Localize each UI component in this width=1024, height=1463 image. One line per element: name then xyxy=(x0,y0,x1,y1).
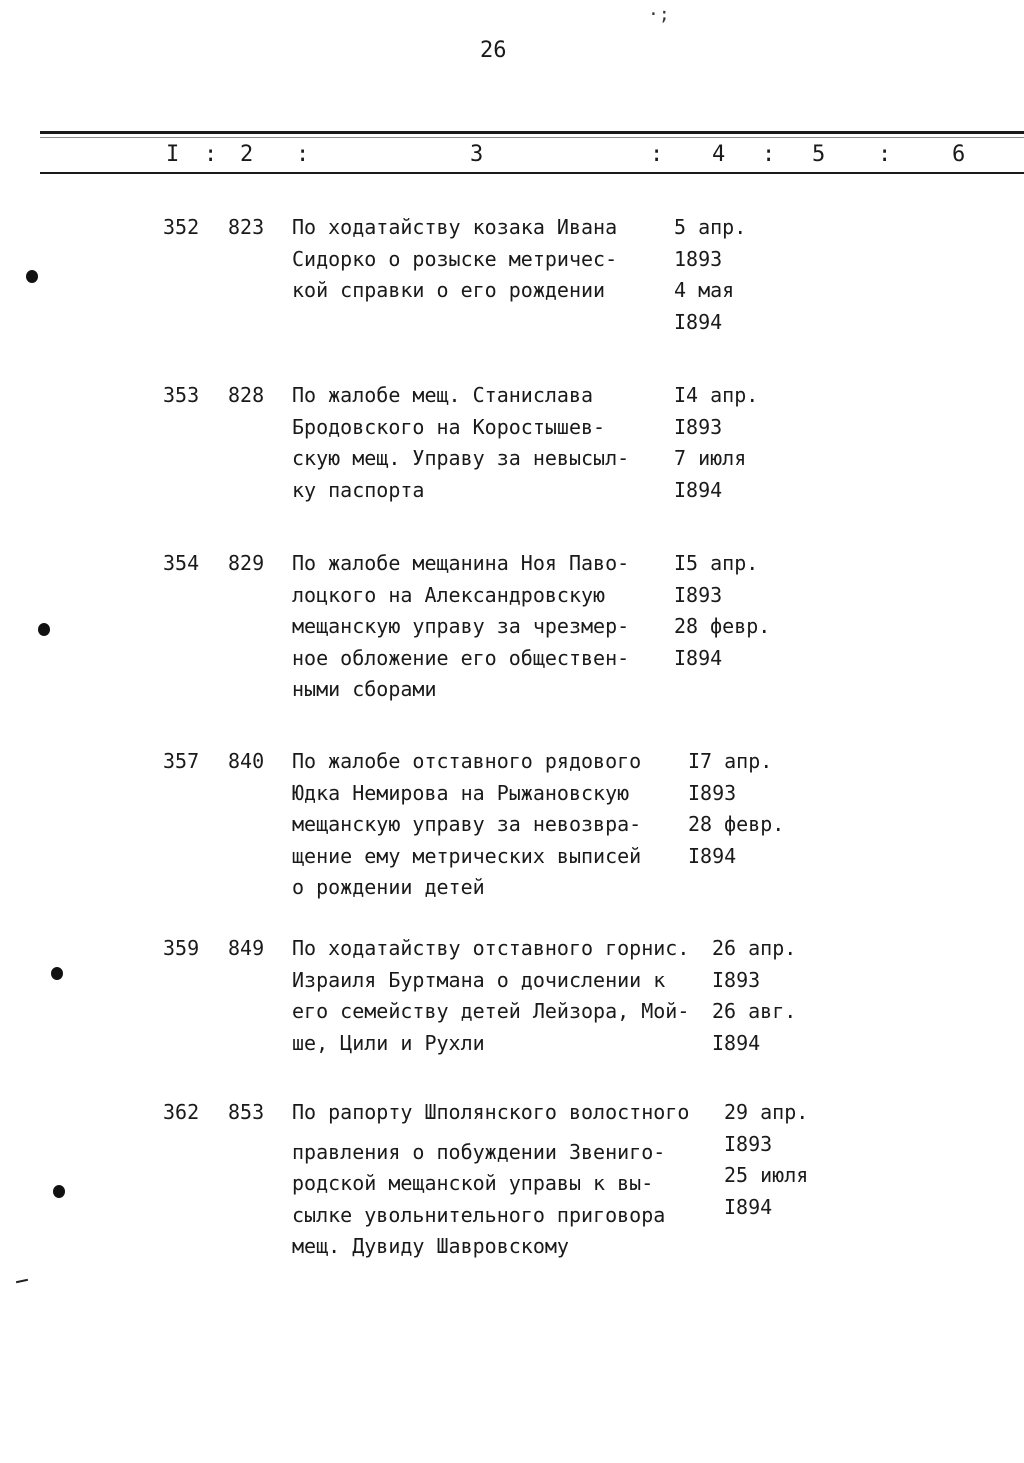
end-date: 28 февр. xyxy=(674,614,771,638)
file-number: 823 xyxy=(228,215,265,239)
record-content xyxy=(292,933,689,1059)
content-line: кой справки о его рождении xyxy=(292,278,606,302)
record-number: 353 xyxy=(163,383,200,407)
punch-hole xyxy=(51,967,63,980)
record-dates xyxy=(674,380,758,506)
end-year: I894 xyxy=(674,645,723,670)
content-line: сылке увольнительного приговора xyxy=(292,1202,666,1227)
content-line: родской мещанской управы к вы- xyxy=(292,1171,654,1195)
end-date: 4 мая xyxy=(674,278,735,302)
content-line: По жалобе мещ. Станислава xyxy=(292,383,594,407)
start-date: I4 апр. xyxy=(674,383,759,407)
content-line: мещ. Дувиду Шавровскому xyxy=(292,1234,569,1258)
record-content xyxy=(292,548,629,706)
content-line: По рапорту Шполянского волостного xyxy=(292,1100,690,1124)
start-date: 26 апр. xyxy=(712,936,797,960)
content-line: мещанскую управу за чрезмер- xyxy=(292,614,630,638)
content-line: щение ему метрических выписей xyxy=(292,843,642,868)
column-separator: : xyxy=(650,142,664,167)
table-header-rule xyxy=(40,172,1024,174)
content-line: лоцкого на Александровскую xyxy=(292,582,606,607)
column-header-2: 2 xyxy=(240,142,254,167)
content-line: мещанскую управу за невозвра- xyxy=(292,812,642,836)
start-date: 29 апр. xyxy=(724,1100,809,1124)
record-number: 362 xyxy=(163,1100,200,1124)
content-line: ными сборами xyxy=(292,677,437,701)
start-date: 5 апр. xyxy=(674,215,747,239)
column-separator: : xyxy=(204,142,218,167)
end-date: 25 июля xyxy=(724,1163,809,1187)
end-year: I894 xyxy=(674,477,723,502)
end-year: I894 xyxy=(674,309,723,334)
column-header-3: 3 xyxy=(470,142,484,167)
record-content xyxy=(292,380,629,506)
scan-mark: ·; xyxy=(648,4,670,25)
content-line: Юдка Немирова на Рыжановскую xyxy=(292,780,630,805)
punch-hole xyxy=(38,623,50,636)
record-dates xyxy=(674,212,746,338)
record-dates xyxy=(688,746,784,872)
record-number: 359 xyxy=(163,936,200,960)
record-content xyxy=(292,746,641,904)
end-year: I894 xyxy=(688,843,737,868)
punch-hole xyxy=(26,270,38,283)
page-number: 26 xyxy=(480,38,507,63)
column-separator: : xyxy=(878,142,892,167)
file-number: 849 xyxy=(228,936,265,960)
start-year: I893 xyxy=(688,780,737,805)
record-number: 357 xyxy=(163,749,200,773)
end-date: 7 июля xyxy=(674,446,747,470)
table-top-rule-thin xyxy=(40,137,1024,138)
content-line: ше, Цили и Рухли xyxy=(292,1030,485,1055)
record-number: 354 xyxy=(163,551,200,575)
start-date: I7 апр. xyxy=(688,749,773,773)
start-year: I893 xyxy=(674,414,723,439)
content-line: Израиля Буртмана о дочислении к xyxy=(292,967,666,992)
record-dates xyxy=(674,548,770,674)
end-date: 28 февр. xyxy=(688,812,785,836)
column-separator: : xyxy=(762,142,776,167)
content-line: По ходатайству козака Ивана xyxy=(292,215,618,239)
column-header-4: 4 xyxy=(712,142,726,167)
file-number: 829 xyxy=(228,551,265,575)
end-year: I894 xyxy=(724,1194,773,1219)
content-line: скую мещ. Управу за невысыл- xyxy=(292,446,630,470)
record-dates xyxy=(724,1097,808,1223)
scan-mark xyxy=(16,1279,28,1283)
punch-hole xyxy=(53,1185,65,1198)
file-number: 828 xyxy=(228,383,265,407)
column-separator: : xyxy=(296,142,310,167)
content-line: ное обложение его обществен- xyxy=(292,645,630,670)
record-content xyxy=(292,1097,689,1263)
record-dates xyxy=(712,933,796,1059)
file-number: 853 xyxy=(228,1100,265,1124)
start-year: I893 xyxy=(674,582,723,607)
column-header-5: 5 xyxy=(812,142,826,167)
content-line: его семейству детей Лейзора, Мой- xyxy=(292,999,690,1023)
start-year: I893 xyxy=(712,967,761,992)
end-year: I894 xyxy=(712,1030,761,1055)
column-header-6: 6 xyxy=(952,142,966,167)
column-header-1: I xyxy=(166,142,180,167)
content-line: правления о побуждении Звениго- xyxy=(292,1139,666,1164)
record-content xyxy=(292,212,617,307)
end-date: 26 авг. xyxy=(712,999,797,1023)
start-year: 1893 xyxy=(674,246,723,271)
content-line: Бродовского на Коростышев- xyxy=(292,414,606,439)
record-number: 352 xyxy=(163,215,200,239)
content-line: ку паспорта xyxy=(292,477,425,502)
content-line: о рождении детей xyxy=(292,875,485,899)
content-line: По ходатайству отставного горнис. xyxy=(292,936,690,960)
content-line: Сидорко о розыске метричес- xyxy=(292,246,618,271)
column-header-row xyxy=(0,142,1024,170)
file-number: 840 xyxy=(228,749,265,773)
content-line: По жалобе мещанина Ноя Паво- xyxy=(292,551,630,575)
table-top-rule xyxy=(40,131,1024,134)
start-date: I5 апр. xyxy=(674,551,759,575)
start-year: I893 xyxy=(724,1131,773,1156)
content-line: По жалобе отставного рядового xyxy=(292,749,642,773)
